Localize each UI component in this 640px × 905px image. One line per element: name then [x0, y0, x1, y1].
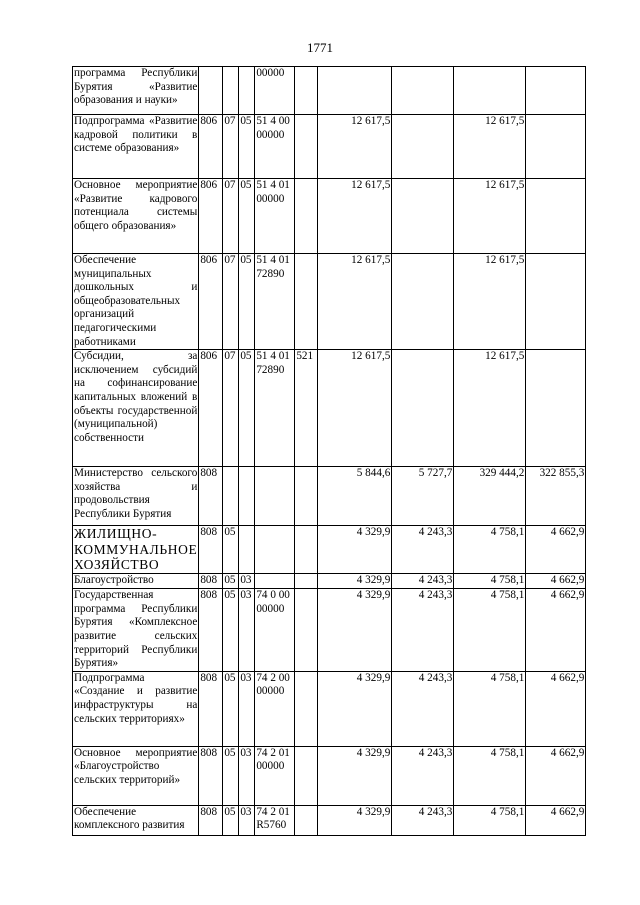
grbs-code-cell: 808 [199, 805, 223, 835]
section-code-cell: 07 [223, 179, 239, 254]
budget-table [72, 66, 586, 836]
page-number: 1771 [307, 40, 333, 55]
row-name-cell: Государственная программа Республики Бурятия «Комплексное развитие сельских территорий Республики Бурятия» [73, 589, 199, 672]
table-row [73, 574, 586, 589]
target-article-cell: 51 4 01 00000 [255, 179, 295, 254]
amount-col4-cell [526, 115, 586, 179]
amount-col2-cell [392, 115, 454, 179]
row-name-cell: Обеспечение муниципальных дошкольных и общеобразовательных организаций педагогическими работниками [73, 254, 199, 350]
amount-col4-cell: 4 662,9 [526, 671, 586, 746]
amount-col3-cell: 4 758,1 [454, 671, 526, 746]
section-code-cell: 05 [223, 526, 239, 574]
expense-type-cell [295, 671, 318, 746]
target-article-cell: 74 2 01 R5760 [255, 805, 295, 835]
amount-col3-cell: 4 758,1 [454, 589, 526, 672]
subsection-code-cell: 03 [239, 574, 255, 589]
amount-col2-cell: 4 243,3 [392, 589, 454, 672]
table-row [73, 589, 586, 672]
expense-type-cell [295, 746, 318, 805]
amount-col2-cell: 5 727,7 [392, 467, 454, 526]
expense-type-cell [295, 179, 318, 254]
amount-col4-cell [526, 179, 586, 254]
grbs-code-cell: 808 [199, 574, 223, 589]
amount-col1-cell: 4 329,9 [318, 589, 392, 672]
grbs-code-cell: 808 [199, 467, 223, 526]
amount-col2-cell [392, 179, 454, 254]
amount-col3-cell: 12 617,5 [454, 115, 526, 179]
amount-col3-cell: 12 617,5 [454, 179, 526, 254]
amount-col4-cell [526, 67, 586, 115]
row-name-cell: Подпрограмма «Создание и развитие инфраструктуры на сельских территориях» [73, 671, 199, 746]
grbs-code-cell: 808 [199, 526, 223, 574]
amount-col1-cell: 4 329,9 [318, 746, 392, 805]
table-row [73, 254, 586, 350]
expense-type-cell [295, 574, 318, 589]
target-article-cell [255, 467, 295, 526]
grbs-code-cell: 806 [199, 115, 223, 179]
amount-col4-cell: 4 662,9 [526, 526, 586, 574]
amount-col3-cell: 12 617,5 [454, 254, 526, 350]
row-name-cell: Подпрограмма «Развитие кадровой политики в системе образования» [73, 115, 199, 179]
target-article-cell: 74 2 00 00000 [255, 671, 295, 746]
grbs-code-cell: 806 [199, 254, 223, 350]
amount-col3-cell [454, 67, 526, 115]
section-code-cell [223, 67, 239, 115]
amount-col2-cell: 4 243,3 [392, 574, 454, 589]
section-code-cell: 05 [223, 574, 239, 589]
amount-col3-cell: 4 758,1 [454, 746, 526, 805]
section-code-cell: 05 [223, 589, 239, 672]
target-article-cell: 00000 [255, 67, 295, 115]
subsection-code-cell: 03 [239, 746, 255, 805]
amount-col1-cell: 12 617,5 [318, 115, 392, 179]
row-name-cell: Основное мероприятие «Развитие кадрового потенциала системы общего образования» [73, 179, 199, 254]
row-name-cell: Обеспечение комплексного развития [73, 805, 199, 835]
amount-col2-cell: 4 243,3 [392, 805, 454, 835]
amount-col4-cell: 4 662,9 [526, 805, 586, 835]
target-article-cell: 74 2 01 00000 [255, 746, 295, 805]
expense-type-cell [295, 467, 318, 526]
amount-col1-cell: 4 329,9 [318, 526, 392, 574]
amount-col2-cell [392, 350, 454, 467]
amount-col2-cell: 4 243,3 [392, 746, 454, 805]
amount-col4-cell [526, 350, 586, 467]
amount-col4-cell: 4 662,9 [526, 574, 586, 589]
subsection-code-cell: 05 [239, 179, 255, 254]
amount-col3-cell: 329 444,2 [454, 467, 526, 526]
table-row [73, 115, 586, 179]
amount-col3-cell: 12 617,5 [454, 350, 526, 467]
subsection-code-cell: 03 [239, 671, 255, 746]
grbs-code-cell [199, 67, 223, 115]
expense-type-cell [295, 589, 318, 672]
grbs-code-cell: 808 [199, 671, 223, 746]
subsection-code-cell: 05 [239, 350, 255, 467]
section-code-cell: 05 [223, 746, 239, 805]
amount-col1-cell: 4 329,9 [318, 574, 392, 589]
subsection-code-cell: 05 [239, 254, 255, 350]
row-name-cell: Субсидии, за исключением субсидий на софинансирование капитальных вложений в объекты государственной (муниципальной) собственности [73, 350, 199, 467]
row-name-cell: Основное мероприятие «Благоустройство сельских территорий» [73, 746, 199, 805]
section-code-cell: 07 [223, 254, 239, 350]
section-code-cell: 05 [223, 805, 239, 835]
grbs-code-cell: 806 [199, 350, 223, 467]
subsection-code-cell [239, 467, 255, 526]
amount-col3-cell: 4 758,1 [454, 526, 526, 574]
amount-col1-cell: 4 329,9 [318, 671, 392, 746]
amount-col2-cell [392, 67, 454, 115]
expense-type-cell [295, 115, 318, 179]
grbs-code-cell: 808 [199, 589, 223, 672]
amount-col4-cell: 322 855,3 [526, 467, 586, 526]
target-article-cell [255, 574, 295, 589]
amount-col1-cell: 5 844,6 [318, 467, 392, 526]
amount-col1-cell: 12 617,5 [318, 350, 392, 467]
table-row [73, 671, 586, 746]
table-row [73, 805, 586, 835]
table-row [73, 67, 586, 115]
amount-col3-cell: 4 758,1 [454, 805, 526, 835]
amount-col1-cell: 12 617,5 [318, 254, 392, 350]
subsection-code-cell: 03 [239, 805, 255, 835]
amount-col2-cell: 4 243,3 [392, 671, 454, 746]
target-article-cell: 51 4 00 00000 [255, 115, 295, 179]
amount-col1-cell: 12 617,5 [318, 179, 392, 254]
target-article-cell: 74 0 00 00000 [255, 589, 295, 672]
amount-col3-cell: 4 758,1 [454, 574, 526, 589]
expense-type-cell [295, 254, 318, 350]
amount-col4-cell: 4 662,9 [526, 589, 586, 672]
grbs-code-cell: 808 [199, 746, 223, 805]
subsection-code-cell: 05 [239, 115, 255, 179]
expense-type-cell [295, 67, 318, 115]
target-article-cell: 51 4 01 72890 [255, 350, 295, 467]
row-name-cell: ЖИЛИЩНО-КОММУНАЛЬНОЕ ХОЗЯЙСТВО [74, 526, 198, 573]
subsection-code-cell [239, 526, 255, 574]
expense-type-cell: 521 [295, 350, 318, 467]
expense-type-cell [295, 805, 318, 835]
amount-col2-cell: 4 243,3 [392, 526, 454, 574]
subsection-code-cell [239, 67, 255, 115]
grbs-code-cell: 806 [199, 179, 223, 254]
section-code-cell [223, 467, 239, 526]
section-code-cell: 07 [223, 350, 239, 467]
subsection-code-cell: 03 [239, 589, 255, 672]
target-article-cell [255, 526, 295, 574]
amount-col1-cell [318, 67, 392, 115]
amount-col1-cell: 4 329,9 [318, 805, 392, 835]
section-code-cell: 05 [223, 671, 239, 746]
amount-col4-cell [526, 254, 586, 350]
amount-col2-cell [392, 254, 454, 350]
row-name-cell: Благоустройство [73, 574, 199, 589]
amount-col4-cell: 4 662,9 [526, 746, 586, 805]
section-code-cell: 07 [223, 115, 239, 179]
table-row [73, 746, 586, 805]
table-row [73, 467, 586, 526]
table-body [73, 67, 586, 836]
table-row [73, 179, 586, 254]
row-name-cell: программа Республики Бурятия «Развитие образования и науки» [73, 67, 199, 115]
row-name-cell: Министерство сельского хозяйства и продовольствия Республики Бурятия [73, 467, 199, 526]
table-row [73, 526, 586, 574]
table-row [73, 350, 586, 467]
expense-type-cell [295, 526, 318, 574]
target-article-cell: 51 4 01 72890 [255, 254, 295, 350]
